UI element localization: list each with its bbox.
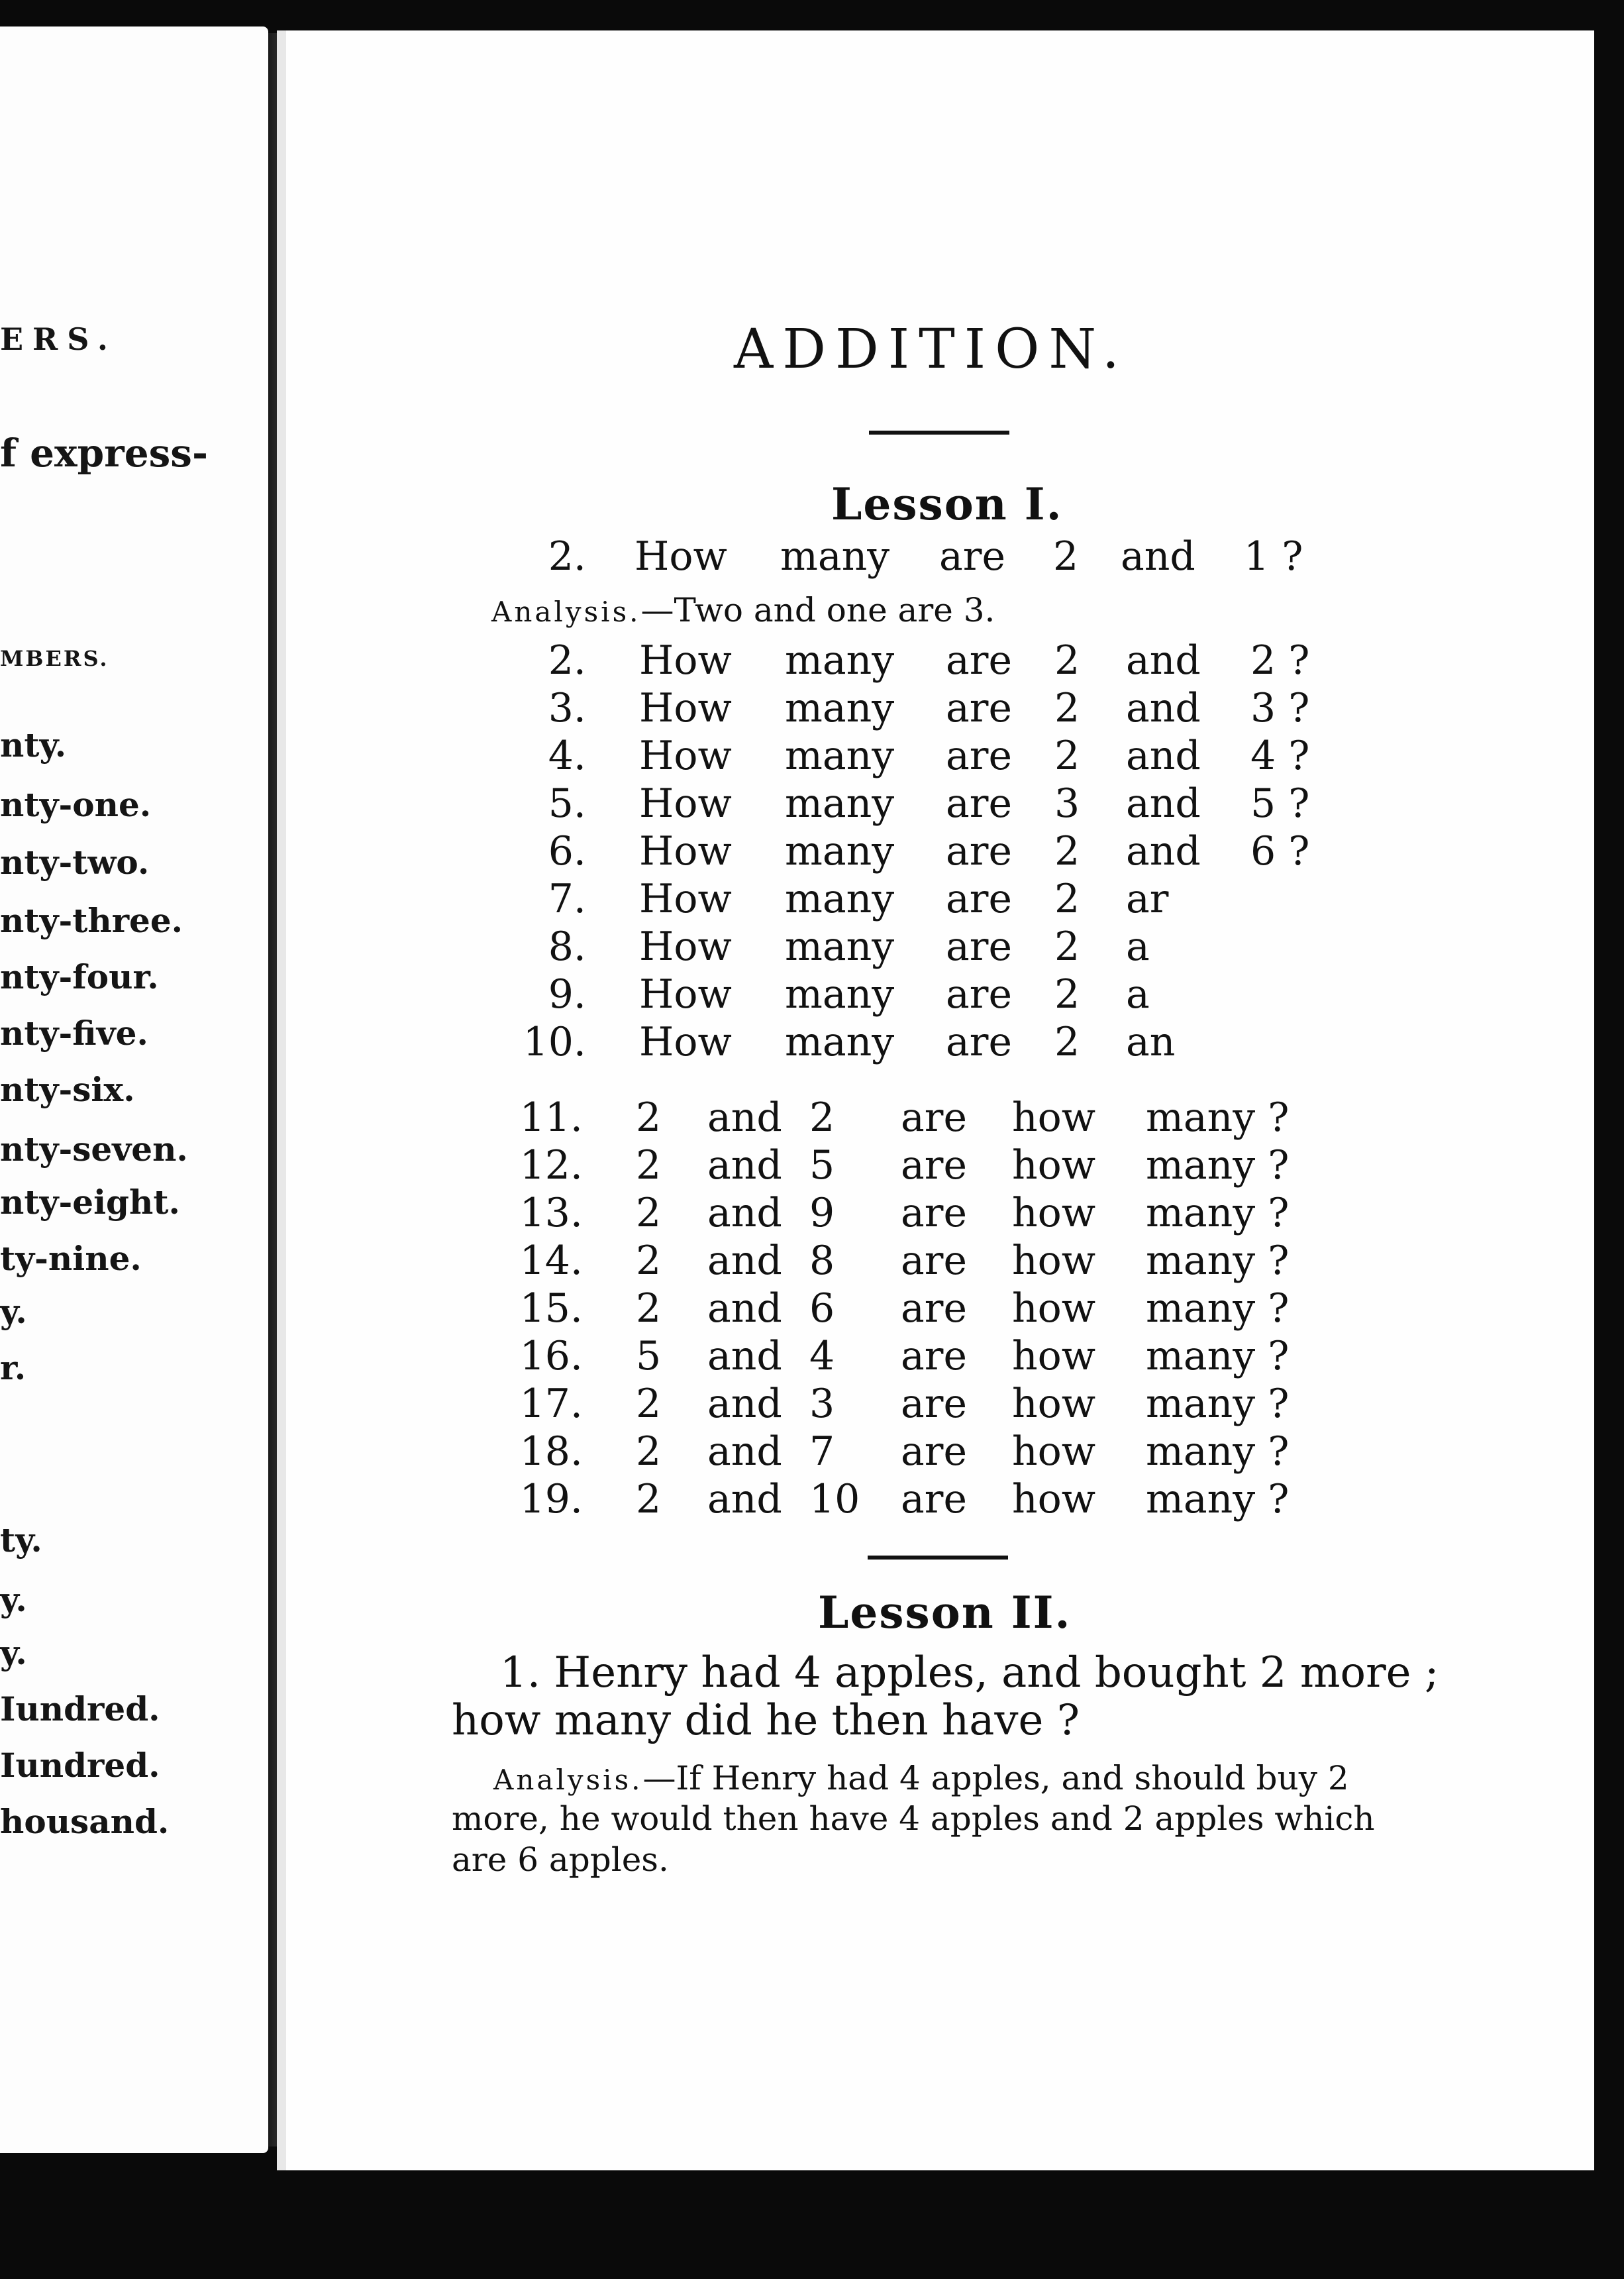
question-word: are xyxy=(946,971,1012,1018)
question-word: are xyxy=(901,1285,967,1332)
question-word: many ? xyxy=(1146,1190,1290,1236)
left-page-header-fragment: ERS. xyxy=(0,321,117,357)
question-word: 7 xyxy=(809,1428,835,1475)
analysis-label: Analysis. xyxy=(493,1764,643,1796)
question-word: 4 xyxy=(809,1333,835,1379)
question-word: and xyxy=(707,1333,782,1379)
question-word: many xyxy=(785,924,895,970)
question-word: 2 xyxy=(1054,1019,1080,1065)
question-word: many ? xyxy=(1146,1285,1290,1332)
question-word: 5 xyxy=(809,1142,835,1189)
question-word: are xyxy=(946,876,1012,922)
question-word: 2 xyxy=(636,1285,662,1332)
question-word: and xyxy=(1126,733,1201,779)
question-word: 8 xyxy=(809,1238,835,1284)
question-word: 2 xyxy=(636,1142,662,1189)
question-word: many xyxy=(785,780,895,827)
left-fragment: y. xyxy=(0,1292,27,1331)
question-word: many xyxy=(785,828,895,874)
question-number: 19. xyxy=(519,1476,583,1522)
question-word: many xyxy=(785,876,895,922)
question-word: 2 ? xyxy=(1250,637,1310,684)
left-fragment: ty. xyxy=(0,1520,42,1560)
question-word: 9 xyxy=(809,1190,835,1236)
problem-line: 1. Henry had 4 apples, and bought 2 more ; xyxy=(500,1648,1439,1697)
question-word: are xyxy=(901,1190,967,1236)
lesson-2-analysis-line xyxy=(493,1759,1349,1797)
question-number: 5. xyxy=(548,780,586,827)
lesson-2-analysis-line: are 6 apples. xyxy=(452,1840,669,1879)
question-number: 15. xyxy=(519,1285,583,1332)
question-word: are xyxy=(939,533,1005,580)
question-word: 2 xyxy=(1054,876,1080,922)
lesson-1-analysis xyxy=(491,591,995,629)
left-fragment: Iundred. xyxy=(0,1689,160,1728)
question-word: 2 xyxy=(1054,971,1080,1018)
question-word: how xyxy=(1012,1333,1096,1379)
question-word: How xyxy=(639,828,732,874)
question-number: 17. xyxy=(519,1381,583,1427)
question-word: are xyxy=(901,1238,967,1284)
question-word: 10 xyxy=(809,1476,860,1522)
question-word: how xyxy=(1012,1285,1096,1332)
question-word: how xyxy=(1012,1428,1096,1475)
left-fragment: y. xyxy=(0,1633,27,1672)
question-word: many xyxy=(780,533,890,580)
question-word: 2 xyxy=(809,1094,835,1141)
section-rule xyxy=(868,1556,1008,1560)
question-word: and xyxy=(707,1285,782,1332)
question-number: 3. xyxy=(548,685,586,731)
question-number: 4. xyxy=(548,733,586,779)
left-fragment: nty-three. xyxy=(0,901,183,940)
question-word: many xyxy=(785,637,895,684)
question-word: how xyxy=(1012,1381,1096,1427)
question-word: How xyxy=(639,876,732,922)
question-word: many xyxy=(785,1019,895,1065)
left-fragment: housand. xyxy=(0,1802,170,1841)
question-word: 2 xyxy=(1054,828,1080,874)
analysis-label: Analysis. xyxy=(491,596,641,628)
question-word: 2 xyxy=(1053,533,1079,580)
question-number: 2. xyxy=(548,533,586,580)
left-fragment: nty-eight. xyxy=(0,1183,180,1222)
question-word: many ? xyxy=(1146,1381,1290,1427)
question-number: 7. xyxy=(548,876,586,922)
lesson-2-heading: Lesson II. xyxy=(818,1587,1072,1638)
question-word: many xyxy=(785,685,895,731)
question-word: How xyxy=(634,533,727,580)
question-word: 2 xyxy=(636,1238,662,1284)
question-word: are xyxy=(901,1428,967,1475)
left-fragment: nty-seven. xyxy=(0,1130,188,1169)
question-word: How xyxy=(639,780,732,827)
question-word: are xyxy=(901,1476,967,1522)
left-page xyxy=(0,26,268,2153)
question-word: 3 xyxy=(809,1381,835,1427)
question-word: are xyxy=(901,1142,967,1189)
question-word: are xyxy=(946,637,1012,684)
left-fragment: nty. xyxy=(0,725,67,765)
question-word: are xyxy=(946,924,1012,970)
question-word: a xyxy=(1126,971,1150,1018)
question-number: 11. xyxy=(519,1094,583,1141)
page-title: ADDITION. xyxy=(734,318,1129,381)
question-number: 12. xyxy=(519,1142,583,1189)
question-word: how xyxy=(1012,1094,1096,1141)
question-word: How xyxy=(639,1019,732,1065)
question-word: 2 xyxy=(636,1381,662,1427)
question-word: many ? xyxy=(1146,1094,1290,1141)
question-number: 18. xyxy=(519,1428,583,1475)
question-word: 2 xyxy=(1054,685,1080,731)
question-word: How xyxy=(639,733,732,779)
question-word: How xyxy=(639,924,732,970)
question-word: are xyxy=(946,828,1012,874)
question-word: and xyxy=(707,1094,782,1141)
question-word: many ? xyxy=(1146,1476,1290,1522)
question-word: how xyxy=(1012,1190,1096,1236)
question-number: 6. xyxy=(548,828,586,874)
question-word: are xyxy=(946,1019,1012,1065)
question-word: 2 xyxy=(636,1190,662,1236)
problem-line: how many did he then have ? xyxy=(452,1696,1080,1745)
left-fragment: Iundred. xyxy=(0,1746,160,1785)
question-word: many ? xyxy=(1146,1238,1290,1284)
question-word: and xyxy=(707,1238,782,1284)
left-fragment: r. xyxy=(0,1348,26,1387)
question-word: ar xyxy=(1126,876,1169,922)
question-word: 1 ? xyxy=(1244,533,1303,580)
question-word: How xyxy=(639,637,732,684)
question-word: 5 ? xyxy=(1250,780,1310,827)
question-word: and xyxy=(1126,780,1201,827)
left-fragment: y. xyxy=(0,1580,27,1619)
question-word: How xyxy=(639,971,732,1018)
question-word: 2 xyxy=(1054,924,1080,970)
question-word: are xyxy=(901,1094,967,1141)
question-word: and xyxy=(707,1381,782,1427)
question-word: a xyxy=(1126,924,1150,970)
question-word: many ? xyxy=(1146,1142,1290,1189)
title-rule xyxy=(869,431,1009,435)
question-number: 2. xyxy=(548,637,586,684)
question-word: and xyxy=(707,1142,782,1189)
question-word: are xyxy=(946,685,1012,731)
question-word: an xyxy=(1126,1019,1176,1065)
question-word: How xyxy=(639,685,732,731)
question-word: and xyxy=(707,1428,782,1475)
analysis-text: —If Henry had 4 apples, and should buy 2 xyxy=(642,1759,1349,1797)
question-word: and xyxy=(707,1476,782,1522)
left-fragment: ty-nine. xyxy=(0,1239,142,1278)
question-word: how xyxy=(1012,1238,1096,1284)
question-number: 16. xyxy=(519,1333,583,1379)
question-word: many xyxy=(785,733,895,779)
question-word: are xyxy=(901,1381,967,1427)
question-number: 13. xyxy=(519,1190,583,1236)
left-fragment: nty-six. xyxy=(0,1070,135,1109)
question-word: how xyxy=(1012,1476,1096,1522)
left-fragment: nty-four. xyxy=(0,957,159,996)
question-number: 14. xyxy=(519,1238,583,1284)
question-word: 2 xyxy=(636,1428,662,1475)
question-word: 2 xyxy=(1054,733,1080,779)
question-word: are xyxy=(946,780,1012,827)
left-fragment: nty-two. xyxy=(0,843,150,882)
question-word: and xyxy=(1126,828,1201,874)
left-fragment: nty-one. xyxy=(0,785,152,824)
left-fragment: f express- xyxy=(0,431,209,476)
lesson-1-heading: Lesson I. xyxy=(831,478,1063,530)
question-word: 2 xyxy=(636,1476,662,1522)
question-word: and xyxy=(707,1190,782,1236)
analysis-text: —Two and one are 3. xyxy=(640,591,995,629)
left-fragment: nty-five. xyxy=(0,1014,148,1053)
question-word: 4 ? xyxy=(1250,733,1310,779)
question-word: 2 xyxy=(1054,637,1080,684)
question-word: and xyxy=(1121,533,1195,580)
question-word: many ? xyxy=(1146,1333,1290,1379)
question-word: are xyxy=(946,733,1012,779)
question-word: how xyxy=(1012,1142,1096,1189)
question-number: 8. xyxy=(548,924,586,970)
question-number: 10. xyxy=(523,1019,586,1065)
question-word: 5 xyxy=(636,1333,662,1379)
question-word: many ? xyxy=(1146,1428,1290,1475)
left-fragment: MBERS. xyxy=(0,646,109,671)
question-number: 9. xyxy=(548,971,586,1018)
question-word: are xyxy=(901,1333,967,1379)
lesson-2-analysis-line: more, he would then have 4 apples and 2 apples which xyxy=(452,1799,1375,1838)
question-word: many xyxy=(785,971,895,1018)
question-word: 6 ? xyxy=(1250,828,1310,874)
question-word: and xyxy=(1126,637,1201,684)
question-word: and xyxy=(1126,685,1201,731)
question-word: 6 xyxy=(809,1285,835,1332)
question-word: 3 ? xyxy=(1250,685,1310,731)
question-word: 3 xyxy=(1054,780,1080,827)
question-word: 2 xyxy=(636,1094,662,1141)
